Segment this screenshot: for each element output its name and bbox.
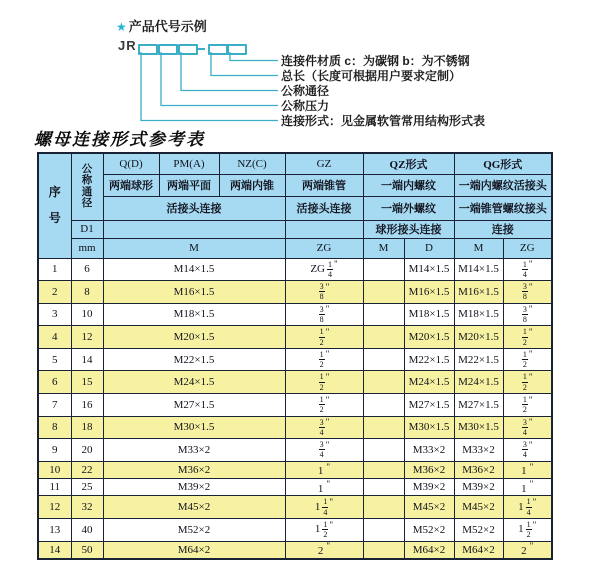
- table-row: [38, 303, 552, 326]
- table-row: [38, 439, 552, 462]
- cell-qz-d: M39×2: [404, 479, 454, 496]
- cell-m: M18×1.5: [103, 303, 285, 326]
- table-row: [38, 541, 552, 559]
- header-dn: 公 称 通 径: [71, 153, 103, 220]
- cell-qg-m: M52×2: [454, 518, 503, 541]
- cell-qz-m: [363, 281, 404, 304]
- cell-dn: 6: [71, 258, 103, 281]
- cell-gz: $\frac{3}{8}$ ": [285, 281, 363, 304]
- cell-gz: $\frac{3}{8}$ ": [285, 303, 363, 326]
- header-col-qg: QG形式: [454, 153, 552, 174]
- header-d1: D1: [71, 220, 103, 238]
- cell-qg-zg: $\frac{3}{8}$ ": [503, 303, 552, 326]
- cell-no: 5: [38, 348, 71, 371]
- cell-qg-zg: 1 ": [503, 479, 552, 496]
- cell-qg-m: M16×1.5: [454, 281, 503, 304]
- cell-gz: $\frac{1}{2}$ ": [285, 326, 363, 349]
- label-connector-material: 连接件材质 c：为碳钢 b：为不锈钢: [281, 54, 470, 68]
- header-q-sub: 两端球形: [103, 174, 159, 196]
- cell-no: 11: [38, 479, 71, 496]
- cell-dn: 22: [71, 461, 103, 478]
- header-col-nz: NZ(C): [219, 153, 285, 174]
- cell-no: 14: [38, 541, 71, 559]
- cell-m: M24×1.5: [103, 371, 285, 394]
- cell-qz-m: [363, 479, 404, 496]
- label-nominal-diameter: 公称通径: [281, 84, 330, 98]
- cell-dn: 12: [71, 326, 103, 349]
- cell-qg-m: M14×1.5: [454, 258, 503, 281]
- cell-gz: 1 ": [285, 479, 363, 496]
- code-dash: [197, 48, 205, 50]
- cell-gz: 1 $\frac{1}{4}$ ": [285, 496, 363, 519]
- table-body: [38, 258, 552, 559]
- cell-m: M52×2: [103, 518, 285, 541]
- cell-qz-d: M45×2: [404, 496, 454, 519]
- cell-no: 10: [38, 461, 71, 478]
- cell-qz-m: [363, 416, 404, 439]
- cell-qg-zg: 1 $\frac{1}{4}$ ": [503, 496, 552, 519]
- header-col-pm: PM(A): [159, 153, 219, 174]
- cell-m: M45×2: [103, 496, 285, 519]
- cell-dn: 14: [71, 348, 103, 371]
- table-row: [38, 496, 552, 519]
- cell-qg-m: M30×1.5: [454, 416, 503, 439]
- cell-dn: 50: [71, 541, 103, 559]
- cell-gz: 2 ": [285, 541, 363, 559]
- cell-qz-d: M33×2: [404, 439, 454, 462]
- code-box-3: [178, 44, 198, 55]
- table-row: [38, 393, 552, 416]
- header-qg-sub3: 连接: [454, 220, 552, 238]
- cell-no: 1: [38, 258, 71, 281]
- header-gz-connection: 活接头连接: [285, 196, 363, 220]
- cell-qz-d: M36×2: [404, 461, 454, 478]
- cell-qg-zg: $\frac{1}{2}$ ": [503, 326, 552, 349]
- cell-qg-m: M22×1.5: [454, 348, 503, 371]
- cell-qg-m: M18×1.5: [454, 303, 503, 326]
- cell-dn: 16: [71, 393, 103, 416]
- header-empty-2: [285, 220, 363, 238]
- header-m-qg: M: [454, 238, 503, 258]
- cell-gz: ZG $\frac{1}{4}$ ": [285, 258, 363, 281]
- header-m-span: M: [103, 238, 285, 258]
- cell-m: M14×1.5: [103, 258, 285, 281]
- cell-qz-d: M27×1.5: [404, 393, 454, 416]
- cell-qg-zg: 1 $\frac{1}{2}$ ": [503, 518, 552, 541]
- cell-no: 8: [38, 416, 71, 439]
- header-qg-sub1: 一端内螺纹活接头: [454, 174, 552, 196]
- cell-gz: $\frac{1}{2}$ ": [285, 393, 363, 416]
- cell-qg-m: M24×1.5: [454, 371, 503, 394]
- nut-connection-reference-table: [37, 152, 553, 560]
- cell-m: M27×1.5: [103, 393, 285, 416]
- cell-qz-m: [363, 348, 404, 371]
- table-row: [38, 348, 552, 371]
- cell-m: M30×1.5: [103, 416, 285, 439]
- cell-qg-m: M36×2: [454, 461, 503, 478]
- label-connection-form: 连接形式：见金属软管常用结构形式表: [281, 114, 486, 128]
- code-box-5: [227, 44, 247, 55]
- cell-qg-m: M27×1.5: [454, 393, 503, 416]
- cell-no: 3: [38, 303, 71, 326]
- header-union-connection: 活接头连接: [103, 196, 285, 220]
- header-m-qz: M: [363, 238, 404, 258]
- table-row: [38, 326, 552, 349]
- code-prefix: JR: [118, 38, 137, 53]
- header-col-gz: GZ: [285, 153, 363, 174]
- header-zg-gz: ZG: [285, 238, 363, 258]
- cell-qg-zg: $\frac{1}{2}$ ": [503, 371, 552, 394]
- cell-qz-d: M14×1.5: [404, 258, 454, 281]
- label-total-length: 总长（长度可根据用户要求定制）: [281, 69, 462, 83]
- cell-no: 12: [38, 496, 71, 519]
- table-row: [38, 281, 552, 304]
- cell-qz-m: [363, 439, 404, 462]
- cell-qz-m: [363, 541, 404, 559]
- cell-qz-d: M18×1.5: [404, 303, 454, 326]
- header-zg-qg: ZG: [503, 238, 552, 258]
- cell-dn: 8: [71, 281, 103, 304]
- code-box-4: [208, 44, 228, 55]
- cell-dn: 32: [71, 496, 103, 519]
- cell-m: M64×2: [103, 541, 285, 559]
- cell-qg-zg: 2 ": [503, 541, 552, 559]
- cell-qz-m: [363, 326, 404, 349]
- cell-gz: 1 $\frac{1}{2}$ ": [285, 518, 363, 541]
- cell-qg-zg: $\frac{3}{8}$ ": [503, 281, 552, 304]
- code-box-2: [158, 44, 178, 55]
- cell-qg-zg: $\frac{1}{4}$ ": [503, 258, 552, 281]
- cell-qz-m: [363, 518, 404, 541]
- cell-qg-zg: $\frac{1}{2}$ ": [503, 348, 552, 371]
- header-qz-sub3: 球形接头连接: [363, 220, 454, 238]
- label-nominal-pressure: 公称压力: [281, 99, 330, 113]
- table-title: 螺母连接形式参考表: [34, 130, 205, 149]
- header-qg-sub2: 一端锥管螺纹接头: [454, 196, 552, 220]
- cell-qz-d: M24×1.5: [404, 371, 454, 394]
- cell-qg-zg: $\frac{3}{4}$ ": [503, 416, 552, 439]
- star-icon: ★: [116, 20, 127, 34]
- cell-qg-m: M39×2: [454, 479, 503, 496]
- table-row: [38, 258, 552, 281]
- table-row: [38, 371, 552, 394]
- cell-m: M20×1.5: [103, 326, 285, 349]
- table-row: [38, 518, 552, 541]
- table-row: [38, 461, 552, 478]
- cell-dn: 20: [71, 439, 103, 462]
- cell-dn: 15: [71, 371, 103, 394]
- table-row: [38, 479, 552, 496]
- cell-qg-zg: $\frac{1}{2}$ ": [503, 393, 552, 416]
- cell-gz: $\frac{3}{4}$ ": [285, 439, 363, 462]
- cell-m: M33×2: [103, 439, 285, 462]
- cell-dn: 10: [71, 303, 103, 326]
- cell-gz: $\frac{1}{2}$ ": [285, 348, 363, 371]
- cell-no: 4: [38, 326, 71, 349]
- cell-no: 2: [38, 281, 71, 304]
- code-box-1: [138, 44, 158, 55]
- header-col-q: Q(D): [103, 153, 159, 174]
- cell-qz-m: [363, 303, 404, 326]
- cell-dn: 18: [71, 416, 103, 439]
- header-d-qz: D: [404, 238, 454, 258]
- cell-qz-d: M16×1.5: [404, 281, 454, 304]
- cell-gz: $\frac{3}{4}$ ": [285, 416, 363, 439]
- cell-no: 13: [38, 518, 71, 541]
- cell-qg-m: M20×1.5: [454, 326, 503, 349]
- header-gz-sub: 两端锥管: [285, 174, 363, 196]
- cell-dn: 25: [71, 479, 103, 496]
- cell-qg-m: M45×2: [454, 496, 503, 519]
- cell-qz-m: [363, 371, 404, 394]
- header-seq: 序 号: [38, 153, 71, 258]
- cell-qg-zg: $\frac{3}{4}$ ": [503, 439, 552, 462]
- cell-qz-d: M20×1.5: [404, 326, 454, 349]
- cell-qz-m: [363, 496, 404, 519]
- cell-m: M22×1.5: [103, 348, 285, 371]
- cell-m: M36×2: [103, 461, 285, 478]
- cell-gz: 1 ": [285, 461, 363, 478]
- cell-m: M39×2: [103, 479, 285, 496]
- header-qz-sub1: 一端内螺纹: [363, 174, 454, 196]
- cell-qz-d: M52×2: [404, 518, 454, 541]
- cell-m: M16×1.5: [103, 281, 285, 304]
- header-pm-sub: 两端平面: [159, 174, 219, 196]
- cell-qz-d: M64×2: [404, 541, 454, 559]
- cell-qz-m: [363, 393, 404, 416]
- cell-qz-m: [363, 461, 404, 478]
- header-qz-sub2: 一端外螺纹: [363, 196, 454, 220]
- header-empty-1: [103, 220, 285, 238]
- cell-qg-m: M33×2: [454, 439, 503, 462]
- cell-no: 7: [38, 393, 71, 416]
- cell-no: 9: [38, 439, 71, 462]
- table-row: [38, 416, 552, 439]
- cell-dn: 40: [71, 518, 103, 541]
- header-col-qz: QZ形式: [363, 153, 454, 174]
- diagram-title-text: 产品代号示例: [128, 19, 207, 34]
- cell-qg-m: M64×2: [454, 541, 503, 559]
- diagram-title: [116, 16, 207, 35]
- cell-qz-m: [363, 258, 404, 281]
- header-mm: mm: [71, 238, 103, 258]
- cell-qz-d: M22×1.5: [404, 348, 454, 371]
- header-nz-sub: 两端内锥: [219, 174, 285, 196]
- cell-gz: $\frac{1}{2}$ ": [285, 371, 363, 394]
- cell-qg-zg: 1 ": [503, 461, 552, 478]
- cell-no: 6: [38, 371, 71, 394]
- cell-qz-d: M30×1.5: [404, 416, 454, 439]
